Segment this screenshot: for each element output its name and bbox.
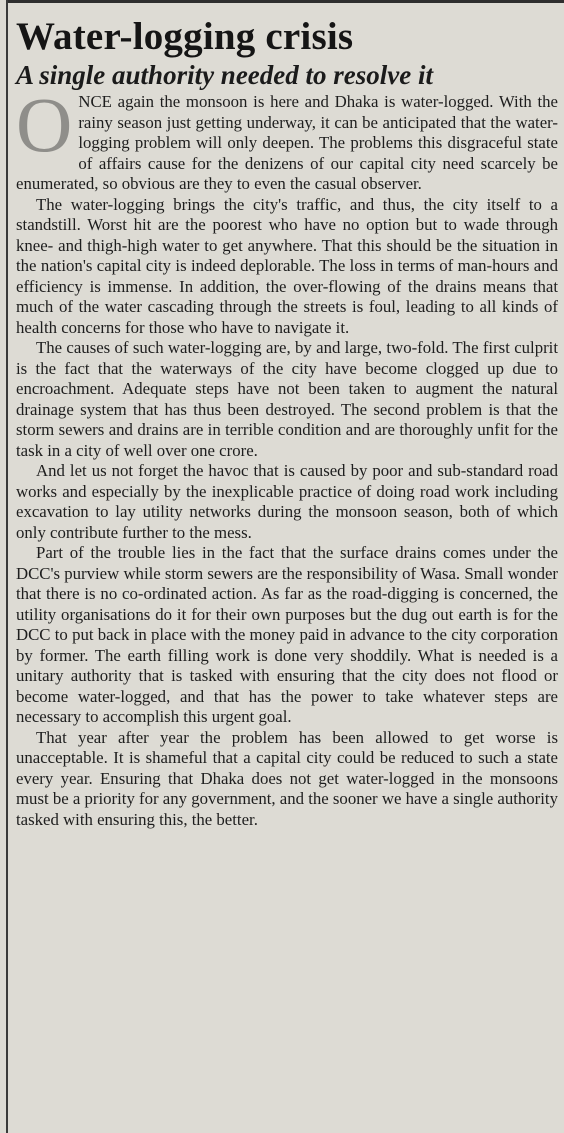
paragraph-4: And let us not forget the havoc that is caused by poor and sub-standard road works and especially by the inexplicable practice of doing road work including excavation to lay utility networks during the monsoon season, both of which only contribute further to the mess.	[16, 461, 558, 542]
subheadline: A single authority needed to resolve it	[16, 60, 433, 90]
top-rule	[6, 0, 564, 3]
column-rule	[6, 0, 8, 1133]
paragraph-1	[16, 81, 558, 195]
paragraph-3: The causes of such water-logging are, by and large, two-fold. The first culprit is the fact that the waterways of the city have become clogged up due to encroachment. Adequate steps have not been taken to augment the natural drainage system that has thus been destroyed. The second problem is that the storm sewers and drains are in terrible condition and are thoroughly unfit for the task in a city of well over one crore.	[16, 338, 558, 460]
paragraph-2: The water-logging brings the city's traffic, and thus, the city itself to a standstill. Worst hit are the poorest who have no option but to wade through knee- and thigh-high water to get anywhere. That this should be the situation in the nation's capital city is indeed deplorable. The loss in terms of man-hours and efficiency is immense. In addition, the over-flowing of the drains means that much of the water cascading through the streets is foul, leading to all kinds of health concerns for those who have to navigate it.	[16, 194, 558, 337]
paragraph-1-text: NCE again the monsoon is here and Dhaka is water-logged. With the rainy season just getting underway, it can be anticipated that the water-logging problem will only deepen. The problems this disgraceful state of affairs cause for the denizens of our capital city need scarcely be enumerated, so obvious are they to even the casual observer.	[16, 92, 558, 193]
paragraph-5: Part of the trouble lies in the fact that the surface drains comes under the DCC's purview while storm sewers are the responsibility of Wasa. Small wonder that there is no co-ordinated action. As far as the road-digging is concerned, the utility organisations do it for their own purposes but the dug out earth is for the DCC to put back in place with the money paid in advance to the city corporation by former. The earth filling work is done very shoddily. What is needed is a unitary authority that is tasked with ensuring that the city does not flood or become water-logged, and that has the power to take whatever steps are necessary to accomplish this urgent goal.	[16, 543, 558, 726]
paragraph-6: That year after year the problem has been allowed to get worse is unacceptable. It is shameful that a capital city could be reduced to such a state every year. Ensuring that Dhaka does not get water-logged in the monsoons must be a priority for any government, and the sooner we have a single authority tasked with ensuring this, the better.	[16, 727, 558, 829]
editorial-article	[16, 14, 558, 830]
headline: Water-logging crisis	[16, 15, 354, 58]
article-body	[16, 81, 558, 830]
drop-cap: O	[16, 81, 73, 168]
